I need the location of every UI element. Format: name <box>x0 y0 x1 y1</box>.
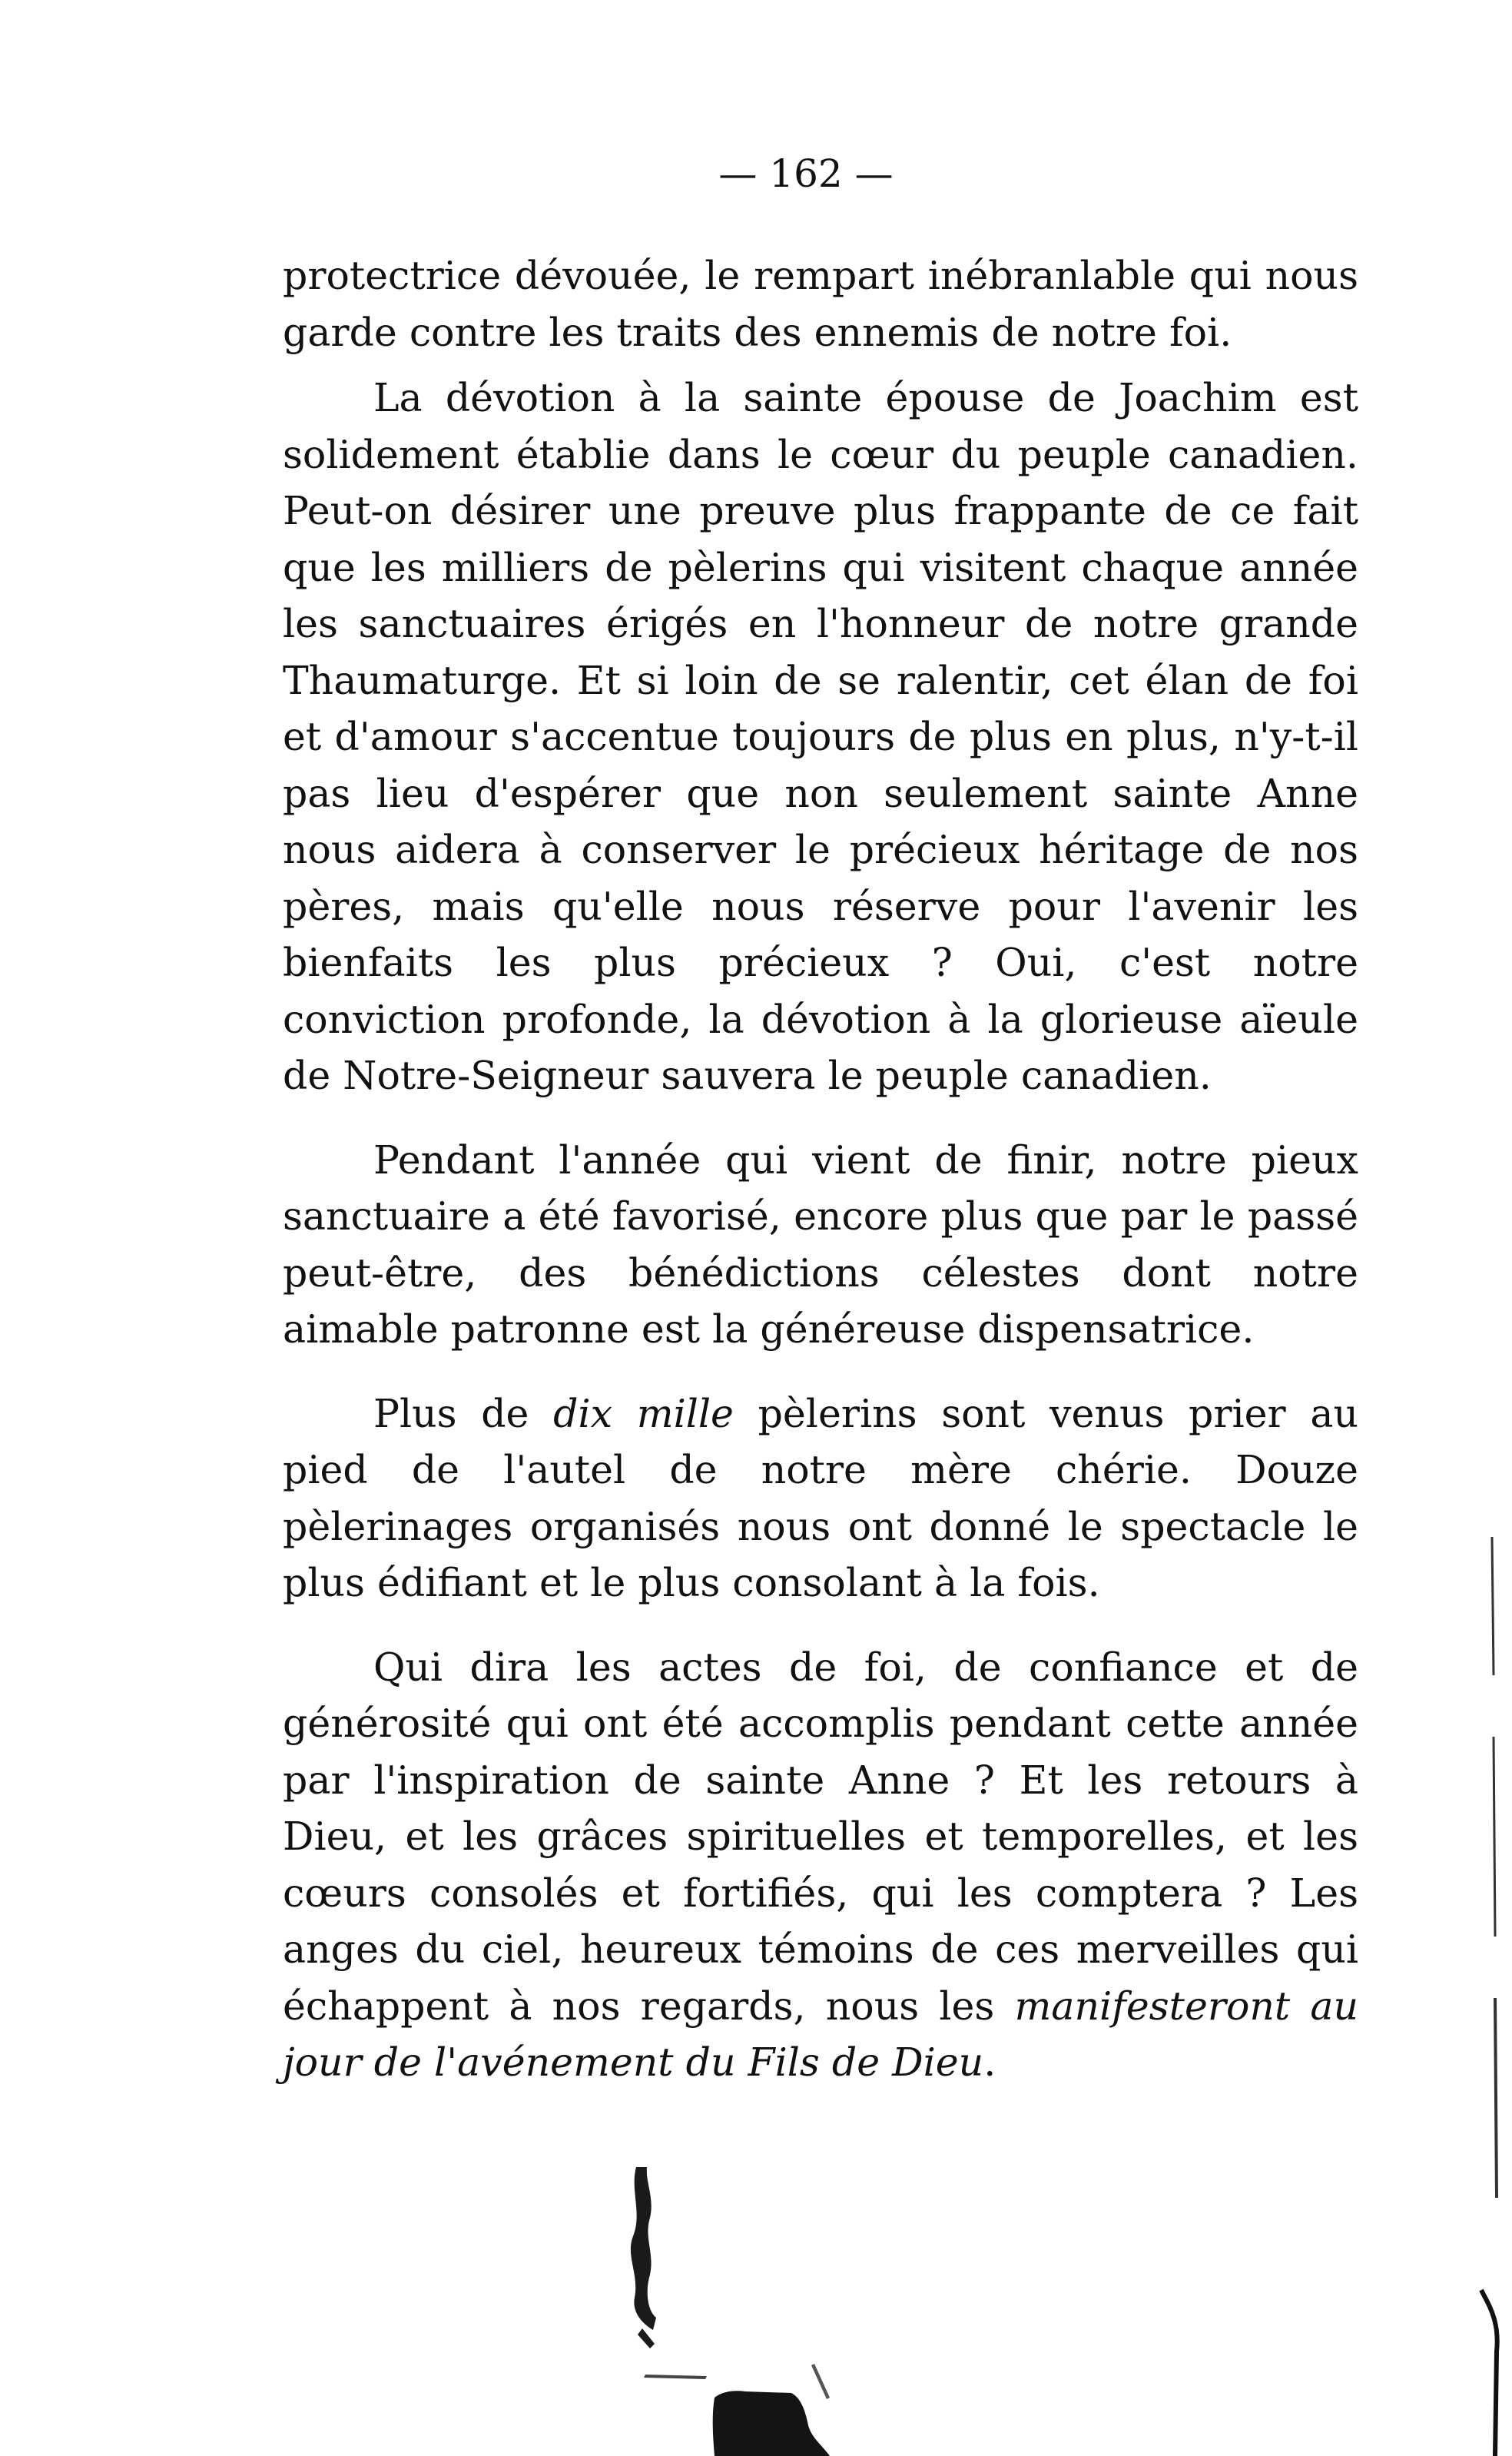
page-body-text <box>283 247 1358 2091</box>
page-number: — 162 — <box>718 151 894 196</box>
paragraph-2 <box>283 370 1358 1104</box>
paragraph-4-text-start: Plus de <box>373 1390 554 1436</box>
paragraph-4-emphasis: dix mille <box>553 1390 734 1436</box>
paragraph-4 <box>283 1386 1358 1611</box>
paragraph-2-text: La dévotion à la sainte épouse de Joachim est solidement établie dans le cœur du peuple canadien. Peut-on désirer une preuve plus frappante de ce fait que les milliers de pèlerins qui visitent chaque année les sanctuaires érigés en l'honneur de notre grande Thaumaturge. Et si loin de se ralentir, cet élan de foi et d'amour s'accentue toujours de plus en plus, n'y-t-il pas lieu d'espérer que non seulement sainte Anne nous aidera à conserver le précieux héritage de nos pères, mais qu'elle nous réserve pour l'avenir les bienfaits les plus précieux ? Oui, c'est notre conviction profonde, la dévotion à la glorieuse aïeule de Notre-Seigneur sauvera le peuple canadien. <box>283 375 1358 1098</box>
paragraph-5-text-end: . <box>983 2039 996 2085</box>
paragraph-1-text: protectrice dévouée, le rempart inébranlable qui nous garde contre les traits des ennemis de notre foi. <box>283 253 1358 355</box>
paragraph-1 <box>283 247 1358 360</box>
paragraph-3-text: Pendant l'année qui vient de finir, notre pieux sanctuaire a été favorisé, encore plus que par le passé peut-être, des bénédictions célestes dont notre aimable patronne est la généreuse dispensatrice. <box>283 1137 1358 1352</box>
page-edge-mark-icon <box>1466 1537 1512 2456</box>
printers-ornament-icon <box>599 2167 922 2456</box>
paragraph-4-text-end: pèlerins sont venus prier au pied de l'autel de notre mère chérie. Douze pèlerinages organisés nous ont donné le spectacle le plus édifiant et le plus consolant à la fois. <box>283 1390 1358 1605</box>
paragraph-5-emphasis: manifesteront au jour de l'avénement du Fils de Dieu <box>283 1983 1359 2085</box>
paragraph-5 <box>283 1639 1358 2091</box>
paragraph-3 <box>283 1132 1358 1358</box>
paragraph-5-text-start: Qui dira les actes de foi, de confiance et de générosité qui ont été accomplis pendant cette année par l'inspiration de sainte Anne ? Et les retours à Dieu, et les grâces spirituelles et temporelles, et les cœurs consolés et fortifiés, qui les comptera ? Les anges du ciel, heureux témoins de ces merveilles qui échappent à nos regards, nous les <box>283 1644 1358 2029</box>
